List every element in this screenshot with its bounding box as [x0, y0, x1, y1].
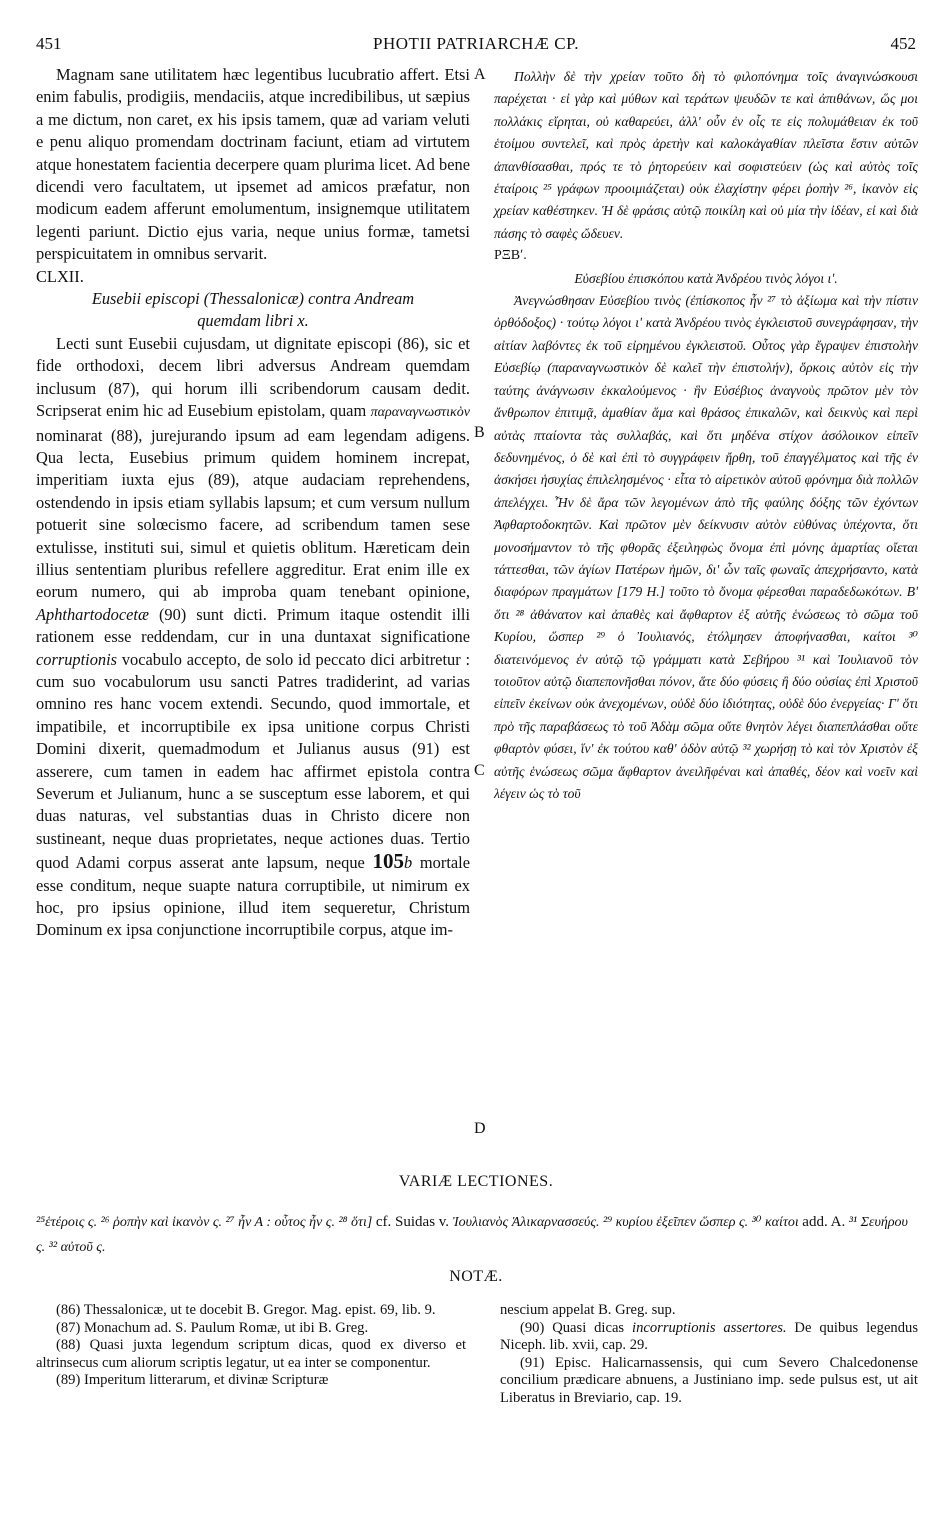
latin-section-title-line-2: quemdam libri x. [197, 311, 309, 331]
notae-right-column [500, 1302, 918, 1407]
margin-letter-d: D [474, 1120, 486, 1137]
greek-section-title: Εὐσεβίου ἐπισκόπου κατὰ Ἀνδρέου τινὸς λόγοι ιʹ. [574, 270, 838, 286]
greek-section-number: ΡΞΒʹ. [494, 248, 527, 264]
notae-left-column [36, 1302, 466, 1390]
greek-column [494, 66, 918, 805]
latin-section-number: CLXII. [36, 266, 84, 286]
note-86: (86) Thessalonicæ, ut te docebit B. Gregor. Mag. epist. 69, lib. 9. [56, 1302, 436, 1318]
margin-letter-b: B [474, 424, 485, 441]
latin-text-a: Lecti sunt Eusebii cujusdam, ut dignitate episcopi (86), sic et fide orthodoxi, decem libri adversus Andream quemdam inclusum (87), qui horum illi scribendorum causam dedit. Scripserat enim hic ad Eusebium epistolam, quam [36, 333, 470, 421]
variae-cf: cf. Suidas v. [375, 1214, 450, 1230]
note-87: (87) Monachum ad. S. Paulum Romæ, ut ibi B. Greg. [56, 1319, 369, 1336]
page-marker: 105 [372, 849, 405, 874]
greek-paragraph-2: Ἀνεγνώσθησαν Εὐσεβίου τινὸς (ἐπίσκοπος ἦν ²⁷ τὸ ἀξίωμα καὶ τὴν πίστιν ὀρθόδοξος) · τούτῳ λόγοι ιʹ κατὰ Ἀνδρέου τινὸς ἐγκλειστοῦ συνεγράφησαν, τὴν αἰτίαν λαβόντες ἐκ τοῦ εἰρημένου ἐγκλειστοῦ. Οὗτος γὰρ ἔγραψεν ἐπιστολὴν Εὐσεβίῳ (παραναγνωστικὸν δὲ καλεῖ τὴν ἐπιστολήν), ὅρκοις αὐτὸν εἰς τὴν ταύτης ἀνάγνωσιν ἐκκαλούμενος · ἣν Εὐσέβιος ἀναγνοὺς πρῶτον μὲν τὸν ἄνθρωπον ἐπιτιμᾷ, ἀμαθίαν ἅμα καὶ θράσος ἐπικαλῶν, καὶ δεικνὺς καὶ περὶ αὐτὰς πταίοντα τὰς συλλαβάς, καὶ ὅτι μηδένα στίχον ἀσόλοικον εἰπεῖν δεδυνημένος, ὁ δὲ καὶ ἐπὶ τὸ συγγράφειν ἤρθη, τοῦ ἐπαγγέλματος καὶ τῆς ἐν ἀσκήσει ἡσυχίας ἐπιλελησμένος · εἶτα τὸ αἱρετικὸν αὐτοῦ φρόνημα διὰ πολλῶν ἀπελέγχει. Ἦν δὲ ἄρα τῶν λεγομένων ἀπὸ τῆς φαύλης δόξης τῶν ἐχόντων Ἀφθαρτοδοκητῶν. Καὶ πρῶτον μὲν δείκνυσιν αὐτὸν εὐθύνας ὑπέχοντα, ὅτι μονοσήμαντον τὸ τῆς φθορᾶς ἐξειληφὼς ὄνομα ἐπὶ μόνης ἁμαρτίας οἴεται τάττεσθαι, τῶν ἁγίων Πατέρων ἡμῶν, δι' ὧν ταῖς φωναῖς ἀπεχρήσαντο, κατὰ διαφόρων πραγμάτων [179 H.] τοῦτο τὸ ὄνομα φέρεσθαι παραδεδωκότων. Βʹ ὅτι ²⁸ ἀθάνατον καὶ ἀπαθὲς καὶ ἄφθαρτον ἐξ αὐτῆς ἑνώσεως τὸ σῶμα τοῦ Κυρίου, ὥσπερ ²⁹ ὁ Ἰουλιανός, ἐτόλμησεν ἀποφήνασθαι, καίτοι ³⁰ διατεινόμενος ἐν αὐτῷ τῷ γράμματι κατὰ Σεβήρου ³¹ καὶ Ἰουλιανοῦ τὸν τοιοῦτον αὐτῷ διαπεπονῆσθαι πόνον, ἅτε δύο φύσεις ἢ δύο οὐσίας ἐπὶ Χριστοῦ εἰπεῖν ἐκείνων οὐκ ἀνεχομένων, οὐδὲ δύο ἰδιότητας, οὐδὲ δύο ἐνεργείας· Γʹ ὅτι πρὸ τῆς παραβάσεως τὸ τοῦ Ἀδὰμ σῶμα οὔτε θνητὸν λέγει διαπεπλάσθαι οὔτε φθαρτὸν φύσει, ἵν' ἐκ τούτου καθ' ὁδὸν αὐτῷ ³² χωρήσῃ τὸ καὶ τὸν Χριστὸν ἐξ αὐτῆς ἑνώσεως σῶμα ἄφθαρτον ἀνειλῆφέναι καὶ ἀπαθές, δέον καὶ νοεῖν καὶ λέγειν ὡς τὸ τοῦ [494, 293, 918, 801]
note-88: (88) Quasi juxta legendum scriptum dicas, quod ex diverso et altrinsecus cum aliorum scriptis legatur, ut ea inter se componentur. [36, 1337, 466, 1371]
latin-greek-term: παραναγνωστικὸν [370, 405, 470, 421]
latin-column [36, 64, 470, 942]
running-header [36, 34, 916, 58]
latin-italic-term-2: corruptionis [36, 649, 118, 669]
page-marker-letter: b [404, 853, 413, 873]
variae-part-2: Ἰουλιανὸς Ἁλικαρνασσεύς. ²⁹ κυρίου ἐξεῖπεν ὥσπερ ς. ³⁰ καίτοι [449, 1215, 803, 1230]
note-89: (89) Imperitum litterarum, et divinæ Scripturæ [56, 1372, 329, 1388]
latin-text-e: mortale esse conditum, neque suapte natura corruptibile, ut nimirum ex hoc, pro ipsius opinione, illud item sequeretur, Christum Dominum ex ipsa conjunctione incorruptibile corpus, atque im- [36, 853, 470, 940]
margin-letter-a: A [474, 66, 486, 83]
variae-part-3: ³¹ Σευήρου ς. ³² αὐτοῦ ς. [36, 1215, 908, 1255]
latin-text-c: (90) sunt dicti. Primum itaque ostendit illi rationem esse reddendam, cur in una duntaxat significatione [36, 604, 470, 647]
note-90-a: (90) Quasi dicas [520, 1319, 633, 1336]
latin-paragraph-2 [36, 333, 470, 942]
margin-letter-c: C [474, 762, 485, 779]
greek-paragraph-1: Πολλὴν δὲ τὴν χρείαν τοῦτο δὴ τὸ φιλοπόνημα τοῖς ἀναγινώσκουσι παρέχεται · εἰ γὰρ καὶ μύθων καὶ τεράτων ψευδῶν τε καὶ ἀπιθάνων, ὥς μοι πολλάκις εἴρηται, οὐ καθαρεύει, ἀλλ' οὖν ἐν οἷς τε εἰς πολυμάθειαν ἐκ τοῦ ἑτοίμου συντελεῖ, καὶ πρὸς ἀρετὴν καὶ καλοκἀγαθίαν πλεῖστα ἔστιν αὐτῶν ἀπανθίσασθαι, πρός τε τὸ ῥητορεύειν καὶ σοφιστεύειν (ὡς καὶ αὐτὸς τοῖς ἑταίροις ²⁵ γράφων προοιμιάζεται) οὐκ ἐλαχίστην φέρει ῥοπὴν ²⁶, ἱκανὸν εἰς χρείαν καθέστηκεν. Ἡ δὲ φράσις αὐτῷ ποικίλη καὶ οὐ μία τὴν ἰδέαν, εἰ καὶ διὰ πάσης τὸ σαφὲς ὤδευεν. [494, 69, 918, 241]
note-90 [500, 1320, 918, 1355]
latin-section-title-line-1: Eusebii episcopi (Thessalonicæ) contra Andream [91, 289, 415, 309]
variae-text [36, 1210, 916, 1260]
page-number-left: 451 [36, 34, 62, 53]
latin-paragraph-1: Magnam sane utilitatem hæc legentibus lucubratio affert. Etsi enim fabulis, prodigiis, mendaciis, atque incredibilibus, ut sæpius a me dictum, non caret, ex his ipsis tamem, quæ ad variam veluti e penu aliquo promendam doctrinam faciunt, etiam ad virtutem atque honestatem facientia decerpere quam plurima licet. Ad bene dicendi vero facultatem, ut ipsemet ad amicos præfatur, non modicum eadem afferunt emolumentum, insignemque utilitatem legenti pariunt. Dictio ejus varia, neque unius formæ, tametsi perspicuitatem in omnibus servarit. [36, 65, 470, 264]
note-91: (91) Episc. Halicarnassensis, qui cum Severo Chalcedonense concilium prædicare abnuens, a Justiniano imp. sede pulsus est, ut ait Liberatus in Breviario, cap. 19. [500, 1354, 918, 1406]
note-89-continued: nescium appelat B. Greg. sup. [500, 1302, 676, 1318]
latin-italic-term: Aphthartodocetæ [36, 604, 149, 624]
note-90-italic: incorruptionis assertores. [632, 1319, 787, 1336]
running-title: PHOTII PATRIARCHÆ CP. [373, 34, 579, 53]
notae-title: NOTÆ. [449, 1268, 503, 1285]
latin-text-b: nominarat (88), jurejurando ipsum ad eam legendam adigens. Qua lecta, Eusebius primum quidem hominem increpat, imperitiam iuxta ejus (89), atque audaciam reprehendens, ostendendo in ipsis etiam syllabis lapsum; et cum versum nullum potuerit sine solœcismo facere, ad scribendum tamen sese extulisse, instituti sui, simul et quietis oblitum. Hæreticam dein illius sententiam pluribus refellere aggreditur. Erat enim ille ex eorum numero, qui ab improba quam tenebant opinione, [36, 425, 470, 602]
page-number-right: 452 [890, 34, 916, 53]
variae-part-1: ²⁵ἑτέροις ς. ²⁶ ῥοπὴν καὶ ἱκανὸν ς. ²⁷ ἦν Α : οὗτος ἦν ς. ²⁸ ὅτι] [36, 1215, 376, 1230]
note-90-b: De quibus legendus Niceph. lib. xvii, cap. 29. [500, 1319, 919, 1353]
latin-text-d: vocabulo accepto, de solo id peccato dici arbitretur : cum suo vocabulorum usu sancti Patres tradiderint, ad varias omnino res hanc vocem extendi. Secundo, quod immortale, et impatibile, et incorruptibile ex ipsa unitione corpus Christi Domini dixerit, quemadmodum et Julianus ausus (91) est asserere, cum tamen in eadem hac affirmet epistola contra Severum et Julianum, hunc a se susceptum esse laborem, et qui duas naturas, vel substantias duas in Christo dicere non sustineant, neque duas proprietates, neque actiones duas. Tertio quod Adami corpus asserat ante lapsum, neque [36, 649, 470, 873]
variae-add: add. A. [802, 1214, 846, 1230]
variae-title: VARIÆ LECTIONES. [398, 1173, 554, 1190]
